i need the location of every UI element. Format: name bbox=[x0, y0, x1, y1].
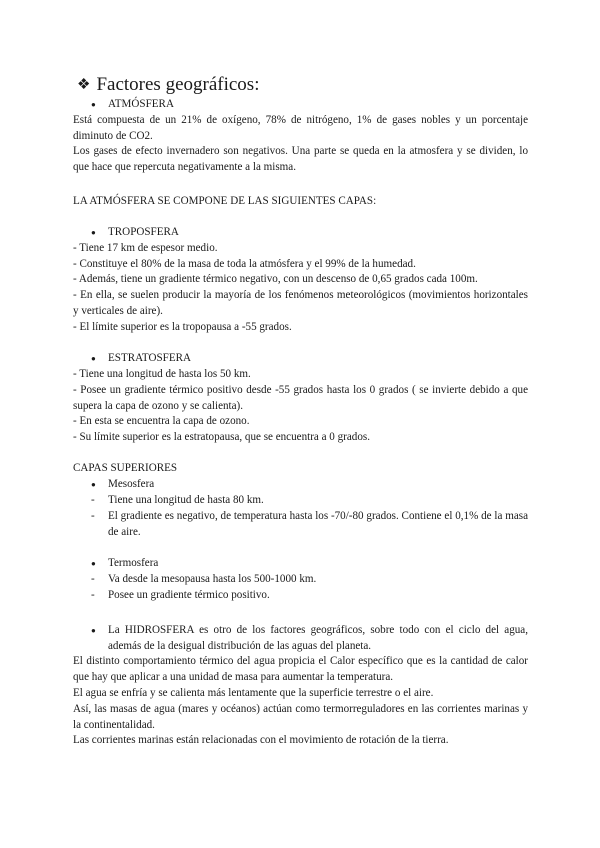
hidrosfera-line: Las corrientes marinas están relacionadas con el movimiento de rotación de la tierra. bbox=[73, 734, 449, 746]
termosfera-item-text: Posee un gradiente térmico positivo. bbox=[108, 589, 270, 601]
page-title-text: Factores geográficos: bbox=[96, 74, 260, 95]
diamond-bullet-icon: ❖ bbox=[77, 77, 91, 93]
troposfera-line: - Tiene 17 km de espesor medio. bbox=[73, 242, 218, 254]
bullet-atmosfera bbox=[91, 97, 528, 113]
bullet-estratosfera bbox=[91, 351, 528, 367]
bullet-mesosfera bbox=[91, 477, 528, 493]
bullet-dot-icon: ● bbox=[91, 626, 96, 635]
bullet-dot-icon: ● bbox=[91, 480, 96, 489]
estratosfera-line: - Su límite superior es la estratopausa, que se encuentra a 0 grados. bbox=[73, 431, 370, 443]
atmosfera-paragraph-1: Está compuesta de un 21% de oxígeno, 78% de nitrógeno, 1% de gases nobles y un porcentaje diminuto de CO2. bbox=[73, 114, 528, 142]
bullet-troposfera-label: TROPOSFERA bbox=[108, 226, 179, 238]
estratosfera-line: - Posee un gradiente térmico positivo desde -55 grados hasta los 0 grados ( se invierte debido a que supera la capa de ozono y se calienta). bbox=[73, 384, 528, 412]
dash-marker: - bbox=[91, 494, 95, 506]
hidrosfera-line: Así, las masas de agua (mares y océanos) actúan como termorreguladores en las corrientes marinas y la continentalidad. bbox=[73, 703, 528, 731]
bullet-dot-icon: ● bbox=[91, 354, 96, 363]
termosfera-item bbox=[91, 572, 528, 588]
bullet-termosfera bbox=[91, 556, 528, 572]
bullet-dot-icon: ● bbox=[91, 100, 96, 109]
bullet-termosfera-label: Termosfera bbox=[108, 557, 159, 569]
bullet-mesosfera-label: Mesosfera bbox=[108, 478, 155, 490]
bullet-hidrosfera bbox=[91, 623, 528, 654]
mesosfera-item bbox=[91, 493, 528, 509]
bullet-dot-icon: ● bbox=[91, 559, 96, 568]
hidrosfera-line: El distinto comportamiento térmico del agua propicia el Calor específico que es la cantidad de calor que hay que aplicar a una unidad de masa para aumentar la temperatura. bbox=[73, 655, 528, 683]
troposfera-line: - Constituye el 80% de la masa de toda la atmósfera y el 99% de la humedad. bbox=[73, 258, 416, 270]
troposfera-line: - Además, tiene un gradiente térmico negativo, con un descenso de 0,65 grados cada 100m. bbox=[73, 273, 478, 285]
termosfera-item bbox=[91, 588, 528, 604]
mesosfera-item bbox=[91, 509, 528, 540]
capas-superiores-heading: CAPAS SUPERIORES bbox=[73, 462, 178, 474]
dash-marker: - bbox=[91, 510, 95, 522]
dash-marker: - bbox=[91, 589, 95, 601]
bullet-hidrosfera-label: La HIDROSFERA es otro de los factores geográficos, sobre todo con el ciclo del agua, además de la desigual distribución de las aguas del planeta. bbox=[108, 624, 528, 652]
bullet-estratosfera-label: ESTRATOSFERA bbox=[108, 352, 192, 364]
mesosfera-item-text: El gradiente es negativo, de temperatura hasta los -70/-80 grados. Contiene el 0,1% de la masa de aire. bbox=[108, 510, 528, 538]
troposfera-line: - En ella, se suelen producir la mayoría de los fenómenos meteorológicos (movimientos horizontales y verticales de aire). bbox=[73, 289, 528, 317]
page-title bbox=[77, 73, 259, 98]
atmosfera-paragraph-2: Los gases de efecto invernadero son negativos. Una parte se queda en la atmosfera y se dividen, lo que hace que repercuta negativamente a la misma. bbox=[73, 145, 528, 173]
termosfera-item-text: Va desde la mesopausa hasta los 500-1000 km. bbox=[108, 573, 317, 585]
bullet-dot-icon: ● bbox=[91, 228, 96, 237]
bullet-troposfera bbox=[91, 225, 528, 241]
troposfera-line: - El límite superior es la tropopausa a -55 grados. bbox=[73, 321, 292, 333]
dash-marker: - bbox=[91, 573, 95, 585]
hidrosfera-line: El agua se enfría y se calienta más lentamente que la superficie terrestre o el aire. bbox=[73, 687, 434, 699]
bullet-atmosfera-label: ATMÓSFERA bbox=[108, 98, 174, 110]
mesosfera-item-text: Tiene una longitud de hasta 80 km. bbox=[108, 494, 264, 506]
estratosfera-line: - Tiene una longitud de hasta los 50 km. bbox=[73, 368, 251, 380]
capas-intro: LA ATMÓSFERA SE COMPONE DE LAS SIGUIENTES CAPAS: bbox=[73, 195, 377, 207]
estratosfera-line: - En esta se encuentra la capa de ozono. bbox=[73, 415, 250, 427]
